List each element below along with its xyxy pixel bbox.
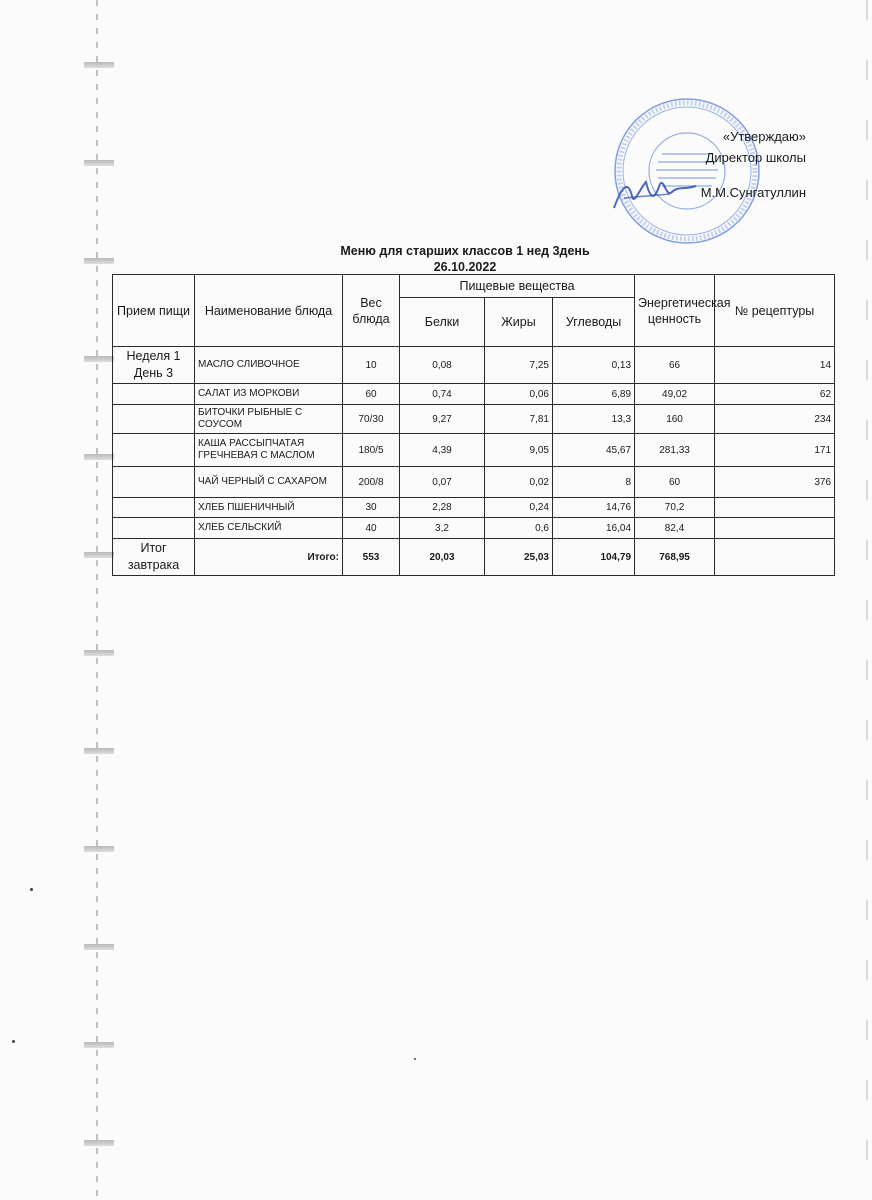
total-recipe: [715, 539, 835, 576]
approval-position: Директор школы: [705, 150, 806, 165]
fat-cell: 0,02: [485, 467, 553, 498]
fat-cell: 7,25: [485, 347, 553, 384]
carbs-cell: 16,04: [553, 518, 635, 539]
header-carbs: Углеводы: [553, 298, 635, 347]
meal-cell: [113, 498, 195, 518]
scan-speck: [12, 1040, 15, 1043]
header-energy: Энергетическая ценность: [635, 275, 715, 347]
total-meal-cell: Итог завтрака: [113, 539, 195, 576]
weight-cell: 30: [343, 498, 400, 518]
energy-cell: 160: [635, 405, 715, 434]
header-recipe: № рецептуры: [715, 275, 835, 347]
dish-cell: ХЛЕБ СЕЛЬСКИЙ: [195, 518, 343, 539]
title-line: Меню для старших классов 1 нед 3день: [340, 244, 590, 258]
header-protein: Белки: [400, 298, 485, 347]
weight-cell: 180/5: [343, 434, 400, 467]
carbs-cell: 45,67: [553, 434, 635, 467]
recipe-cell: 62: [715, 384, 835, 405]
protein-cell: 4,39: [400, 434, 485, 467]
title-date: 26.10.2022: [433, 260, 497, 274]
table-row: [113, 498, 835, 518]
document-title: [300, 243, 630, 275]
weight-cell: 70/30: [343, 405, 400, 434]
table-row: [113, 467, 835, 498]
dish-cell: БИТОЧКИ РЫБНЫЕ С СОУСОМ: [195, 405, 343, 434]
energy-cell: 60: [635, 467, 715, 498]
weight-cell: 200/8: [343, 467, 400, 498]
scan-edge: [866, 0, 868, 1200]
menu-table: [112, 274, 835, 576]
table-row: [113, 518, 835, 539]
energy-cell: 49,02: [635, 384, 715, 405]
protein-cell: 9,27: [400, 405, 485, 434]
meal-cell: [113, 434, 195, 467]
energy-cell: 66: [635, 347, 715, 384]
recipe-cell: [715, 498, 835, 518]
scan-speck: [30, 888, 33, 891]
dish-cell: МАСЛО СЛИВОЧНОЕ: [195, 347, 343, 384]
protein-cell: 0,07: [400, 467, 485, 498]
carbs-cell: 8: [553, 467, 635, 498]
protein-cell: 0,74: [400, 384, 485, 405]
header-fat: Жиры: [485, 298, 553, 347]
carbs-cell: 14,76: [553, 498, 635, 518]
carbs-cell: 6,89: [553, 384, 635, 405]
meal-cell: [113, 467, 195, 498]
energy-cell: 70,2: [635, 498, 715, 518]
protein-cell: 3,2: [400, 518, 485, 539]
energy-cell: 82,4: [635, 518, 715, 539]
header-weight: Вес блюда: [343, 275, 400, 347]
table-row: [113, 347, 835, 384]
protein-cell: 0,08: [400, 347, 485, 384]
approval-signatory: М.М.Сунгатуллин: [700, 185, 806, 200]
energy-cell: 281,33: [635, 434, 715, 467]
carbs-cell: 0,13: [553, 347, 635, 384]
total-weight: 553: [343, 539, 400, 576]
signature: [610, 168, 700, 216]
recipe-cell: 376: [715, 467, 835, 498]
header-meal: Прием пищи: [113, 275, 195, 347]
recipe-cell: 171: [715, 434, 835, 467]
fat-cell: 0,24: [485, 498, 553, 518]
scan-speck: [414, 1058, 416, 1060]
dish-cell: ХЛЕБ ПШЕНИЧНЫЙ: [195, 498, 343, 518]
table-row: [113, 384, 835, 405]
protein-cell: 2,28: [400, 498, 485, 518]
recipe-cell: 234: [715, 405, 835, 434]
total-energy: 768,95: [635, 539, 715, 576]
total-label: Итого:: [195, 539, 343, 576]
fat-cell: 9,05: [485, 434, 553, 467]
dish-cell: САЛАТ ИЗ МОРКОВИ: [195, 384, 343, 405]
total-protein: 20,03: [400, 539, 485, 576]
carbs-cell: 13,3: [553, 405, 635, 434]
recipe-cell: 14: [715, 347, 835, 384]
table-row: [113, 405, 835, 434]
fat-cell: 7,81: [485, 405, 553, 434]
binding-hole-strip: [84, 0, 114, 1200]
recipe-cell: [715, 518, 835, 539]
total-row: [113, 539, 835, 576]
header-dish: Наименование блюда: [195, 275, 343, 347]
meal-cell: [113, 518, 195, 539]
table-header-row: [113, 275, 835, 298]
approval-block: [701, 126, 806, 203]
meal-cell: Неделя 1 День 3: [113, 347, 195, 384]
weight-cell: 10: [343, 347, 400, 384]
header-nutrients: Пищевые вещества: [400, 275, 635, 298]
meal-cell: [113, 384, 195, 405]
total-carbs: 104,79: [553, 539, 635, 576]
fat-cell: 0,06: [485, 384, 553, 405]
dish-cell: КАША РАССЫПЧАТАЯ ГРЕЧНЕВАЯ С МАСЛОМ: [195, 434, 343, 467]
meal-cell: [113, 405, 195, 434]
weight-cell: 60: [343, 384, 400, 405]
table-row: [113, 434, 835, 467]
dish-cell: ЧАЙ ЧЕРНЫЙ С САХАРОМ: [195, 467, 343, 498]
approval-heading: «Утверждаю»: [722, 129, 806, 144]
fat-cell: 0,6: [485, 518, 553, 539]
total-fat: 25,03: [485, 539, 553, 576]
weight-cell: 40: [343, 518, 400, 539]
